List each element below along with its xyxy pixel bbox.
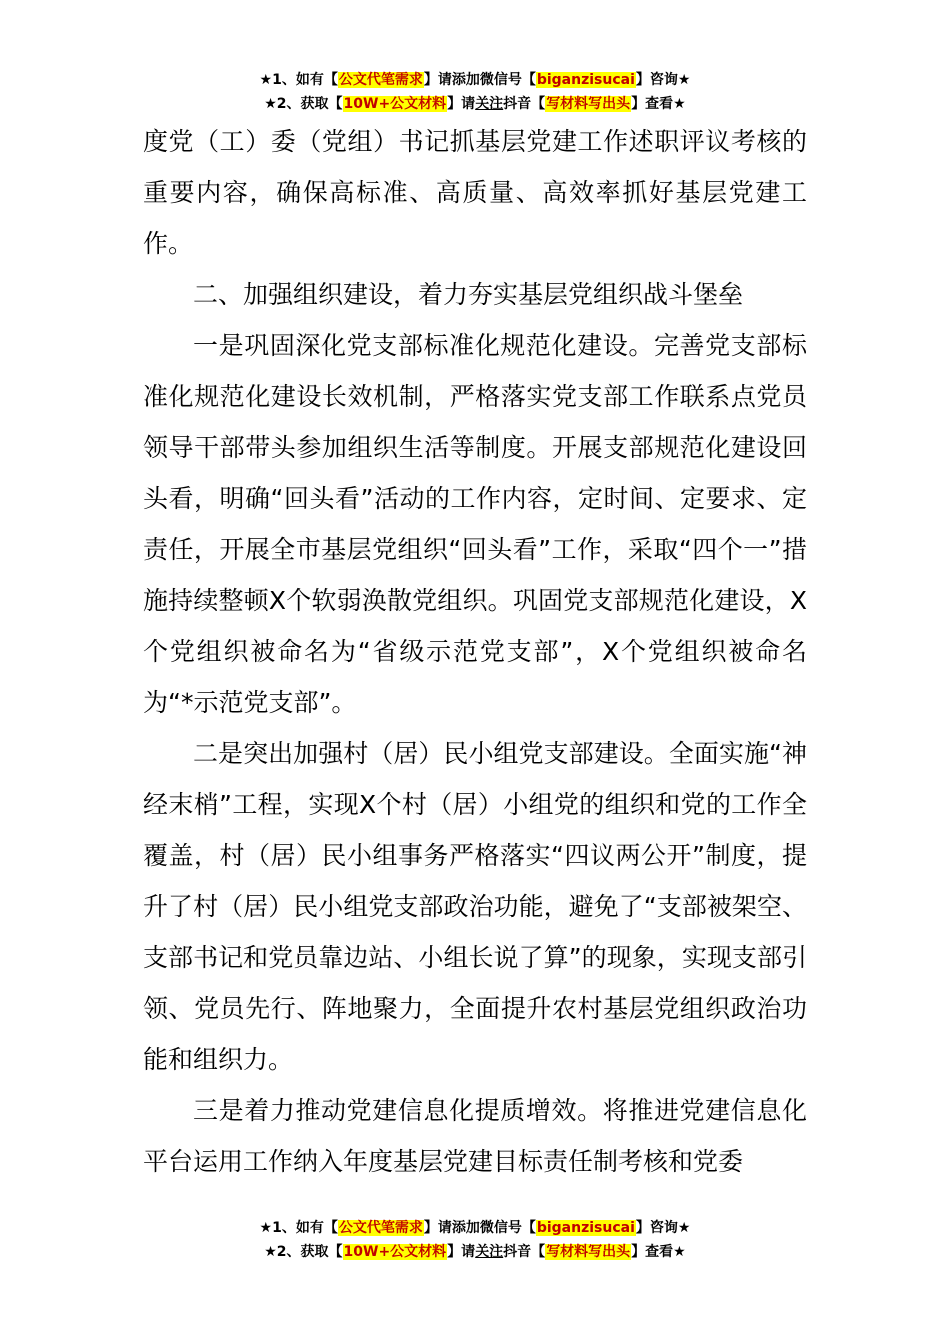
- promo-highlight-douyin: 写材料写出头: [546, 1244, 631, 1260]
- footer-promo-banner: [0, 1216, 950, 1264]
- promo-line-2: ★2、获取【10W+公文材料】请关注抖音【写材料写出头】查看★: [264, 1244, 686, 1260]
- paragraph-1: 一是巩固深化党支部标准化规范化建设。完善党支部标准化规范化建设长效机制，严格落实党支部工作联系点党员领导干部带头参加组织生活等制度。开展支部规范化建设回头看，明确“回头看”活动的工作内容，定时间、定要求、定责任，开展全市基层党组织“回头看”工作，采取“四个一”措施持续整顿X个软弱涣散党组织。巩固党支部规范化建设，X个党组织被命名为“省级示范党支部”，X个党组织被命名为“*示范党支部”。: [143, 331, 807, 717]
- paragraph-continuation: 度党（工）委（党组）书记抓基层党建工作述职评议考核的重要内容，确保高标准、高质量、高效率抓好基层党建工作。: [143, 127, 807, 258]
- promo-line-1: ★1、如有【公文代笔需求】请添加微信号【biganzisucai】咨询★: [259, 72, 691, 88]
- paragraph-2: 二是突出加强村（居）民小组党支部建设。全面实施“神经末梢”工程，实现X个村（居）小组党的组织和党的工作全覆盖，村（居）民小组事务严格落实“四议两公开”制度，提升了村（居）民小组党支部政治功能，避免了“支部被架空、支部书记和党员靠边站、小组长说了算”的现象，实现支部引领、党员先行、阵地聚力，全面提升农村基层党组织政治功能和组织力。: [143, 739, 807, 1074]
- promo-highlight-service: 公文代笔需求: [338, 1220, 423, 1236]
- promo-highlight-materials: 10W+公文材料: [343, 1244, 447, 1260]
- document-body: [143, 116, 807, 1187]
- promo-highlight-douyin: 写材料写出头: [546, 96, 631, 112]
- promo-highlight-wechat-id: biganzisucai: [536, 1220, 635, 1236]
- promo-highlight-service: 公文代笔需求: [338, 72, 423, 88]
- promo-line-1: ★1、如有【公文代笔需求】请添加微信号【biganzisucai】咨询★: [259, 1220, 691, 1236]
- section-heading: 二、加强组织建设，着力夯实基层党组织战斗堡垒: [193, 280, 744, 309]
- header-promo-banner: [0, 68, 950, 116]
- promo-line-2: ★2、获取【10W+公文材料】请关注抖音【写材料写出头】查看★: [264, 96, 686, 112]
- paragraph-3: 三是着力推动党建信息化提质增效。将推进党建信息化平台运用工作纳入年度基层党建目标责任制考核和党委: [143, 1096, 807, 1176]
- promo-highlight-wechat-id: biganzisucai: [536, 72, 635, 88]
- promo-highlight-materials: 10W+公文材料: [343, 96, 447, 112]
